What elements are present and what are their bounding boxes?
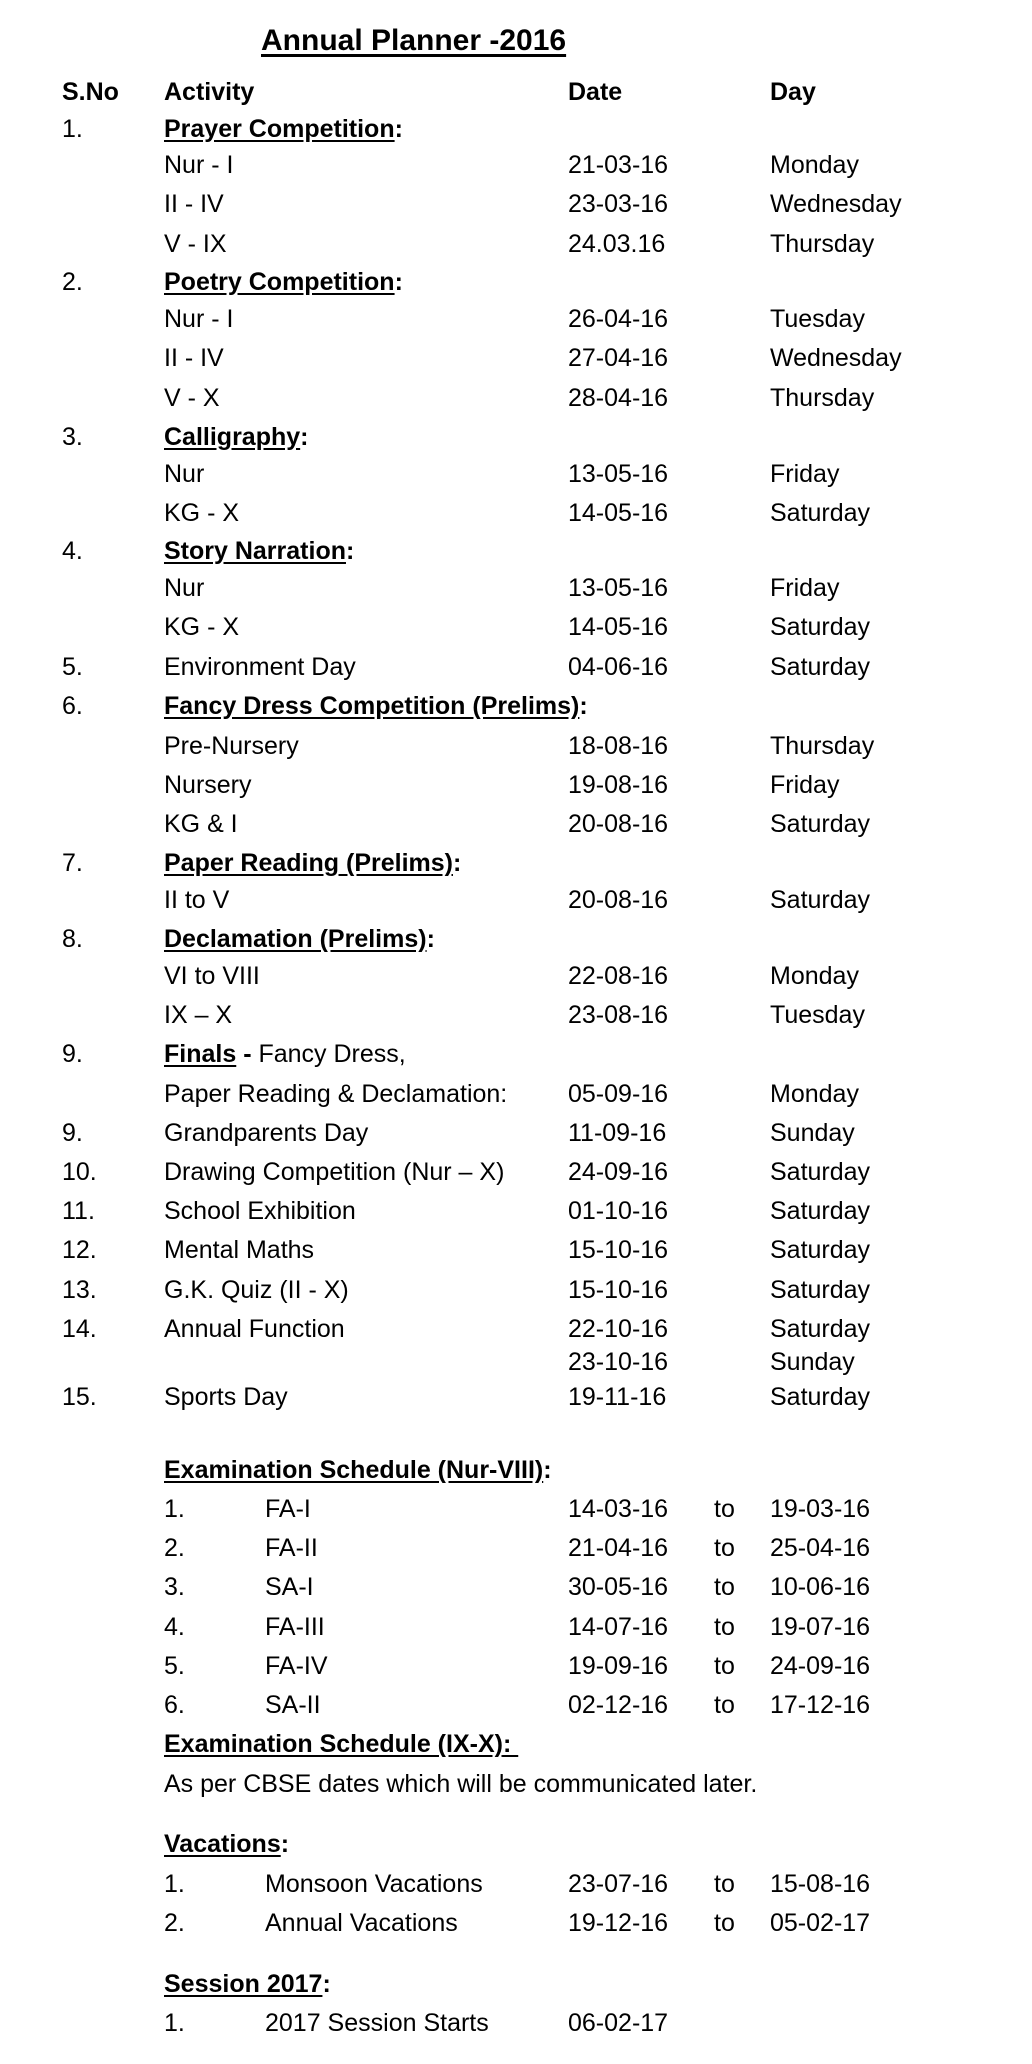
exam-row-from: 21-04-16 [568,1534,669,1562]
planner-date: 05-09-16 [568,1080,669,1108]
planner-heading-text: Fancy Dress Competition (Prelims) [164,692,580,720]
exam-row-until: 10-06-16 [770,1573,871,1601]
planner-day: Monday [770,151,859,179]
planner-heading [164,425,308,450]
planner-activity: Paper Reading & Declamation: [164,1080,508,1108]
planner-day: Saturday [770,1158,871,1186]
planner-date: 23-03-16 [568,190,669,218]
exam-row-to: to [714,1691,735,1719]
planner-heading [164,270,403,295]
session-heading [164,1972,331,1997]
planner-date: 15-10-16 [568,1276,669,1304]
planner-sno: 5. [62,653,83,681]
planner-heading-colon: : [452,849,462,877]
session-row-number: 1. [164,2009,185,2037]
planner-activity: II - IV [164,190,224,218]
planner-day: Monday [770,962,859,990]
planner-day: Tuesday [770,305,865,333]
planner-sno: 12. [62,1236,97,1264]
vacation-row-name: Monsoon Vacations [265,1870,483,1898]
planner-activity: VI to VIII [164,962,260,990]
planner-date: 23-10-16 [568,1348,669,1376]
exam-row-from: 19-09-16 [568,1652,669,1680]
session-row-name: 2017 Session Starts [265,2009,489,2037]
session-row-date: 06-02-17 [568,2009,669,2037]
exam-ix-x-heading [164,1732,518,1757]
planner-day: Wednesday [770,344,902,372]
planner-day: Wednesday [770,190,902,218]
planner-activity: II to V [164,886,230,914]
planner-date: 14-05-16 [568,613,669,641]
planner-day: Friday [770,574,840,602]
exam-nur-viii-heading-text: Examination Schedule (Nur-VIII) [164,1456,544,1484]
vacation-row-number: 2. [164,1909,185,1937]
planner-sno: 7. [62,849,83,877]
vacation-row-to: to [714,1909,735,1937]
planner-date: 15-10-16 [568,1236,669,1264]
planner-activity: KG - X [164,499,240,527]
planner-heading-colon: : [345,537,355,565]
planner-heading-text: Story Narration [164,537,346,565]
planner-sno: 14. [62,1315,97,1343]
exam-row-name: FA-III [265,1613,325,1641]
planner-date: 24.03.16 [568,230,666,258]
exam-row-name: SA-I [265,1573,314,1601]
exam-row-from: 02-12-16 [568,1691,669,1719]
exam-ix-x-note: As per CBSE dates which will be communicated later. [164,1770,758,1798]
planner-date: 13-05-16 [568,460,669,488]
header-date: Date [568,78,623,106]
planner-date: 19-11-16 [568,1383,667,1411]
planner-date: 19-08-16 [568,771,669,799]
planner-date: 20-08-16 [568,810,669,838]
planner-heading-colon: - [236,1040,259,1068]
planner-sno: 1. [62,115,83,143]
planner-day: Friday [770,460,840,488]
planner-heading [164,851,461,876]
header-activity: Activity [164,78,255,106]
exam-row-from: 14-07-16 [568,1613,669,1641]
planner-day: Saturday [770,886,871,914]
planner-activity: Nursery [164,771,252,799]
exam-row-name: FA-IV [265,1652,328,1680]
exam-row-number: 6. [164,1691,185,1719]
planner-date: 27-04-16 [568,344,669,372]
planner-activity: V - IX [164,230,227,258]
planner-activity: KG - X [164,613,240,641]
planner-heading [164,117,403,142]
exam-row-until: 25-04-16 [770,1534,871,1562]
planner-activity: Pre-Nursery [164,732,299,760]
planner-activity: Nur [164,574,205,602]
vacations-heading-colon: : [280,1830,290,1858]
planner-heading-text: Calligraphy [164,423,301,451]
vacation-row-until: 15-08-16 [770,1870,871,1898]
planner-date: 14-05-16 [568,499,669,527]
vacation-row-to: to [714,1870,735,1898]
exam-row-to: to [714,1652,735,1680]
planner-heading-text: Poetry Competition [164,268,395,296]
planner-heading [164,539,354,564]
exam-ix-x-heading-text: Examination Schedule (IX-X) [164,1730,503,1758]
planner-date: 01-10-16 [568,1197,669,1225]
planner-heading [164,1042,406,1067]
planner-sno: 11. [62,1197,95,1225]
planner-activity: G.K. Quiz (II - X) [164,1276,349,1304]
exam-row-number: 2. [164,1534,185,1562]
planner-sno: 13. [62,1276,97,1304]
planner-date: 21-03-16 [568,151,669,179]
planner-date: 23-08-16 [568,1001,669,1029]
planner-sno: 4. [62,537,83,565]
exam-row-name: FA-II [265,1534,318,1562]
planner-day: Saturday [770,499,871,527]
planner-date: 28-04-16 [568,384,669,412]
planner-date: 20-08-16 [568,886,669,914]
planner-sno: 15. [62,1383,97,1411]
planner-date: 11-09-16 [568,1119,667,1147]
exam-nur-viii-heading-colon: : [543,1456,552,1484]
vacations-heading [164,1832,289,1857]
planner-sno: 8. [62,925,83,953]
planner-sno: 3. [62,423,83,451]
session-heading-text: Session 2017 [164,1970,323,1998]
planner-sno: 6. [62,692,83,720]
planner-day: Thursday [770,230,875,258]
planner-day: Saturday [770,613,871,641]
planner-heading-colon: : [300,423,309,451]
planner-day: Saturday [770,1276,871,1304]
exam-row-number: 4. [164,1613,185,1641]
exam-row-until: 17-12-16 [770,1691,871,1719]
planner-sno: 9. [62,1040,83,1068]
planner-activity: Nur - I [164,151,234,179]
planner-day: Thursday [770,384,875,412]
exam-row-number: 3. [164,1573,185,1601]
exam-row-number: 5. [164,1652,185,1680]
exam-row-from: 30-05-16 [568,1573,669,1601]
planner-date: 22-10-16 [568,1315,669,1343]
planner-activity: School Exhibition [164,1197,356,1225]
vacation-row-name: Annual Vacations [265,1909,458,1937]
planner-heading-rest: Fancy Dress, [258,1040,406,1068]
planner-day: Saturday [770,810,871,838]
exam-row-to: to [714,1573,735,1601]
planner-day: Saturday [770,1315,871,1343]
planner-heading-text: Declamation (Prelims) [164,925,427,953]
exam-row-to: to [714,1613,735,1641]
planner-activity: Mental Maths [164,1236,315,1264]
vacation-row-from: 19-12-16 [568,1909,669,1937]
planner-day: Saturday [770,1383,871,1411]
planner-date: 13-05-16 [568,574,669,602]
planner-sno: 10. [62,1158,97,1186]
page-title: Annual Planner -2016 [261,24,567,57]
planner-heading-text: Prayer Competition [164,115,395,143]
planner-date: 26-04-16 [568,305,669,333]
planner-activity: Sports Day [164,1383,288,1411]
vacation-row-number: 1. [164,1870,185,1898]
exam-row-until: 19-03-16 [770,1495,871,1523]
planner-day: Sunday [770,1119,855,1147]
planner-date: 18-08-16 [568,732,669,760]
planner-day: Saturday [770,1197,871,1225]
planner-heading-colon: : [394,115,403,143]
planner-sno: 9. [62,1119,83,1147]
exam-row-to: to [714,1534,735,1562]
planner-heading-text: Paper Reading (Prelims) [164,849,453,877]
planner-heading [164,927,435,952]
planner-heading [164,694,588,719]
planner-activity: Drawing Competition (Nur – X) [164,1158,505,1186]
planner-activity: IX – X [164,1001,233,1029]
exam-row-name: FA-I [265,1495,311,1523]
vacation-row-from: 23-07-16 [568,1870,669,1898]
exam-ix-x-heading-colon: : [502,1730,519,1758]
planner-date: 24-09-16 [568,1158,669,1186]
vacation-row-until: 05-02-17 [770,1909,871,1937]
planner-day: Saturday [770,653,871,681]
planner-day: Friday [770,771,840,799]
exam-row-until: 19-07-16 [770,1613,871,1641]
header-sno: S.No [62,78,119,106]
vacations-heading-text: Vacations [164,1830,281,1858]
planner-day: Monday [770,1080,859,1108]
planner-activity: Nur - I [164,305,234,333]
exam-row-until: 24-09-16 [770,1652,871,1680]
planner-activity: V - X [164,384,220,412]
exam-row-to: to [714,1495,735,1523]
planner-activity: Nur [164,460,205,488]
planner-day: Tuesday [770,1001,865,1029]
planner-day: Thursday [770,732,875,760]
planner-date: 04-06-16 [568,653,669,681]
planner-activity: II - IV [164,344,224,372]
exam-row-number: 1. [164,1495,185,1523]
planner-activity: Environment Day [164,653,356,681]
planner-activity: KG & I [164,810,238,838]
exam-row-from: 14-03-16 [568,1495,669,1523]
planner-heading-text: Finals [164,1040,237,1068]
planner-date: 22-08-16 [568,962,669,990]
planner-heading-colon: : [426,925,435,953]
planner-day: Sunday [770,1348,855,1376]
planner-activity: Grandparents Day [164,1119,369,1147]
exam-row-name: SA-II [265,1691,321,1719]
planner-day: Saturday [770,1236,871,1264]
exam-nur-viii-heading [164,1458,552,1483]
session-heading-colon: : [322,1970,331,1998]
planner-heading-colon: : [394,268,403,296]
planner-activity: Annual Function [164,1315,345,1343]
planner-heading-colon: : [579,692,588,720]
planner-sno: 2. [62,268,83,296]
header-day: Day [770,78,816,106]
